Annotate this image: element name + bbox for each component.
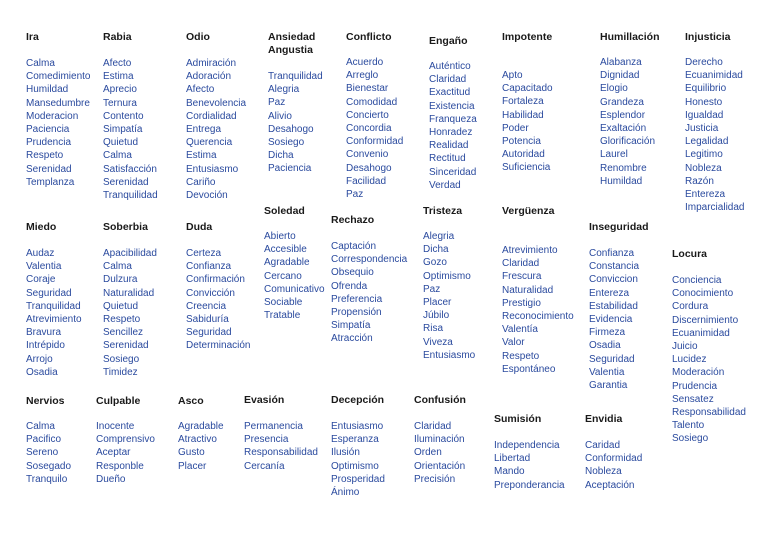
word-item: Devoción: [186, 190, 228, 202]
word-list: [178, 420, 224, 473]
word-list: [96, 420, 155, 486]
word-item: Osadia: [26, 366, 58, 378]
word-item: Honradez: [429, 127, 473, 139]
word-item: Humildad: [26, 84, 69, 96]
group-sumision: [494, 413, 565, 492]
word-item: Timidez: [103, 366, 138, 378]
word-list: [494, 439, 565, 492]
word-item: Permanencia: [244, 421, 303, 432]
word-item: Caridad: [585, 440, 621, 451]
word-item: Ternura: [103, 97, 137, 109]
group-title: Duda: [186, 221, 213, 233]
word-item: Esplendor: [600, 109, 646, 121]
word-item: Orientación: [414, 460, 466, 472]
word-item: Laurel: [600, 149, 628, 161]
word-item: Igualdad: [685, 109, 724, 121]
word-item: Risa: [423, 323, 444, 335]
group-title: Envidia: [585, 413, 623, 425]
word-item: Estabilidad: [589, 300, 638, 312]
word-item: Adoración: [186, 71, 232, 83]
word-item: Suficiencia: [502, 162, 551, 174]
word-item: Ánimo: [331, 487, 360, 499]
word-item: Propensión: [331, 307, 382, 319]
word-item: Naturalidad: [502, 284, 554, 296]
word-item: Capacitado: [502, 83, 553, 95]
word-item: Facilidad: [346, 175, 387, 187]
group-title: Confusión: [414, 394, 466, 406]
word-item: Alivio: [268, 110, 292, 122]
word-item: Desahogo: [346, 162, 392, 174]
word-item: Humildad: [600, 175, 643, 187]
word-item: Honesto: [685, 96, 723, 108]
group-duda: [186, 221, 250, 353]
word-item: Derecho: [685, 57, 723, 68]
group-title: Humillación: [600, 31, 660, 43]
word-item: Garantia: [589, 380, 628, 392]
group-injusticia: [685, 31, 744, 214]
word-item: Querencia: [186, 137, 233, 149]
word-item: Satisfacción: [103, 163, 157, 175]
word-item: Exactitud: [429, 87, 471, 99]
word-item: Afecto: [103, 58, 132, 69]
word-item: Autoridad: [502, 149, 545, 161]
word-item: Renombre: [600, 162, 647, 174]
word-item: Calma: [26, 58, 55, 69]
word-item: Sosiego: [103, 353, 140, 365]
word-item: Potencia: [502, 136, 541, 148]
word-item: Comunicativo: [264, 283, 325, 295]
group-ira: [26, 31, 90, 189]
word-item: Ecuanimidad: [685, 70, 743, 82]
group-title: Evasión: [244, 394, 285, 406]
word-item: Espontáneo: [502, 363, 556, 375]
word-item: Prudencia: [26, 137, 72, 149]
word-item: Júbilo: [423, 310, 450, 322]
word-item: Entusiasmo: [331, 421, 384, 432]
word-item: Prestigio: [502, 297, 541, 309]
word-item: Contento: [103, 110, 144, 122]
word-item: Independencia: [494, 440, 560, 451]
word-item: Moderación: [672, 367, 725, 379]
word-item: Alegria: [423, 231, 455, 242]
word-item: Entereza: [685, 189, 726, 201]
group-envidia: [585, 413, 642, 492]
word-item: Aprecio: [103, 84, 137, 96]
word-item: Alegria: [268, 84, 300, 96]
group-decepcion: [331, 394, 385, 499]
word-item: Talento: [672, 420, 705, 432]
word-item: Captación: [331, 241, 377, 252]
word-item: Mansedumbre: [26, 97, 90, 109]
word-item: Dicha: [423, 244, 449, 256]
group-rabia: [103, 31, 158, 202]
group-conflicto: [346, 31, 403, 201]
word-item: Prudencia: [672, 380, 718, 392]
word-list: [672, 274, 746, 446]
word-item: Cariño: [186, 176, 216, 188]
group-title: Ira: [26, 31, 39, 43]
word-item: Respeto: [103, 314, 141, 326]
word-list: [585, 439, 642, 492]
group-title: Rechazo: [331, 214, 375, 226]
group-rechazo: [331, 214, 407, 346]
word-item: Conciencia: [672, 275, 722, 286]
word-item: Pacifico: [26, 434, 62, 446]
word-item: Dueño: [96, 473, 126, 485]
group-title: Sumisión: [494, 413, 542, 425]
word-item: Calma: [26, 421, 55, 432]
word-item: Sociable: [264, 297, 303, 309]
word-item: Viveza: [423, 336, 453, 348]
word-item: Estima: [103, 71, 134, 83]
word-item: Reconocimiento: [502, 311, 574, 323]
word-item: Serenidad: [103, 176, 149, 188]
word-item: Abierto: [264, 231, 296, 242]
word-item: Benevolencia: [186, 97, 247, 109]
group-locura: [672, 248, 746, 446]
word-item: Razón: [685, 175, 714, 187]
word-item: Sosiego: [672, 433, 709, 445]
word-item: Auténtico: [429, 61, 471, 72]
word-item: Entusiasmo: [186, 163, 239, 175]
word-item: Valentía: [502, 324, 538, 336]
group-ansiedad-angustia: [268, 31, 323, 176]
word-item: Confianza: [186, 261, 232, 273]
word-item: Ilusión: [331, 447, 360, 459]
word-item: Optimismo: [331, 460, 379, 472]
word-list: [186, 57, 246, 202]
word-item: Estima: [186, 150, 217, 162]
word-list: [331, 420, 385, 499]
word-item: Correspondencia: [331, 254, 408, 266]
word-list: [685, 56, 744, 214]
group-odio: [186, 31, 246, 202]
word-list: [244, 420, 318, 473]
word-item: Sosiego: [268, 137, 305, 149]
group-humillacion: [600, 31, 660, 188]
word-item: Placer: [178, 460, 207, 472]
word-item: Calma: [103, 261, 132, 273]
word-item: Entereza: [589, 287, 630, 299]
group-verguenza: [502, 205, 574, 376]
word-item: Paz: [346, 189, 364, 201]
word-list: [346, 56, 403, 201]
word-item: Convenio: [346, 149, 389, 161]
word-item: Habilidad: [502, 109, 544, 121]
word-list: [414, 420, 466, 486]
word-item: Arrojo: [26, 353, 53, 365]
word-item: Tranquilidad: [26, 300, 81, 312]
word-item: Firmeza: [589, 327, 626, 339]
word-list: [103, 247, 157, 379]
group-nervios: [26, 395, 71, 486]
group-title: Nervios: [26, 395, 65, 407]
group-miedo: [26, 221, 82, 379]
word-item: Respeto: [26, 150, 64, 162]
word-item: Simpatía: [103, 124, 143, 136]
group-confusion: [414, 394, 466, 486]
word-item: Concierto: [346, 109, 389, 121]
word-item: Responble: [96, 460, 144, 472]
word-item: Aceptar: [96, 447, 131, 459]
word-item: Presencia: [244, 434, 289, 446]
word-item: Existencia: [429, 100, 475, 112]
group-title: Culpable: [96, 395, 141, 407]
word-item: Orden: [414, 447, 442, 459]
word-item: Atrevimiento: [26, 314, 82, 326]
word-item: Concordia: [346, 123, 392, 135]
word-item: Realidad: [429, 140, 469, 152]
word-item: Placer: [423, 297, 452, 309]
word-list: [26, 57, 90, 189]
word-item: Desahogo: [268, 123, 314, 135]
word-item: Intrépido: [26, 340, 65, 352]
word-item: Bravura: [26, 327, 62, 339]
word-item: Aceptación: [585, 479, 635, 491]
word-item: Comodidad: [346, 96, 398, 108]
group-inseguridad: [589, 221, 649, 392]
word-item: Admiración: [186, 58, 237, 69]
word-item: Naturalidad: [103, 287, 155, 299]
word-item: Iluminación: [414, 434, 465, 446]
group-title: Soledad: [264, 205, 305, 217]
word-item: Franqueza: [429, 113, 477, 125]
word-item: Cordialidad: [186, 110, 237, 122]
word-item: Discernimiento: [672, 314, 739, 326]
word-item: Preponderancia: [494, 479, 565, 491]
group-title: Locura: [672, 248, 708, 260]
group-impotente: [502, 31, 553, 175]
word-item: Mando: [494, 466, 525, 478]
word-item: Sinceridad: [429, 166, 477, 178]
word-item: Valentia: [26, 261, 62, 273]
word-item: Verdad: [429, 179, 461, 191]
word-item: Grandeza: [600, 96, 644, 108]
word-item: Tratable: [264, 310, 301, 322]
word-item: Atrevimiento: [502, 245, 558, 256]
word-item: Calma: [103, 150, 132, 162]
word-item: Legalidad: [685, 136, 729, 148]
word-item: Paz: [268, 97, 286, 109]
word-item: Templanza: [26, 176, 75, 188]
word-list: [103, 57, 158, 202]
word-item: Nobleza: [685, 162, 722, 174]
word-list: [502, 244, 574, 376]
word-item: Poder: [502, 122, 529, 134]
word-item: Exaltación: [600, 123, 647, 135]
word-item: Conformidad: [346, 136, 404, 148]
word-list: [26, 247, 82, 379]
word-item: Comedimiento: [26, 71, 91, 83]
word-item: Ecuanimidad: [672, 327, 730, 339]
word-item: Responsabilidad: [672, 407, 746, 419]
group-title: Asco: [178, 395, 204, 407]
word-list: [264, 230, 325, 322]
word-item: Claridad: [502, 258, 540, 270]
word-item: Ofrenda: [331, 280, 368, 292]
word-item: Inocente: [96, 421, 135, 432]
word-item: Paciencia: [26, 124, 70, 136]
word-item: Prosperidad: [331, 473, 385, 485]
group-title: Vergüenza: [502, 205, 555, 217]
group-title: Rabia: [103, 31, 132, 43]
word-item: Valor: [502, 337, 525, 349]
word-list: [502, 69, 553, 175]
word-item: Cercano: [264, 270, 302, 282]
word-item: Atracción: [331, 333, 373, 345]
word-list: [186, 247, 250, 353]
word-item: Atractivo: [178, 434, 217, 446]
word-item: Simpatía: [331, 320, 371, 332]
word-item: Cordura: [672, 301, 709, 313]
word-item: Libertad: [494, 453, 531, 465]
word-list: [26, 420, 71, 486]
word-item: Elogio: [600, 83, 628, 95]
group-title: Soberbia: [103, 221, 148, 233]
word-item: Serenidad: [103, 340, 149, 352]
word-item: Acuerdo: [346, 57, 384, 68]
group-title: Injusticia: [685, 31, 731, 43]
group-title: Miedo: [26, 221, 57, 233]
word-item: Paciencia: [268, 163, 312, 175]
word-item: Seguridad: [186, 327, 232, 339]
word-item: Equilibrio: [685, 83, 727, 95]
word-item: Legitimo: [685, 149, 723, 161]
group-soledad: [264, 205, 325, 322]
word-item: Afecto: [186, 84, 215, 96]
word-item: Moderacion: [26, 110, 79, 122]
group-title: Odio: [186, 31, 210, 43]
word-item: Sosegado: [26, 460, 72, 472]
word-item: Fortaleza: [502, 96, 544, 108]
word-item: Optimismo: [423, 270, 471, 282]
word-item: Juicio: [672, 341, 698, 353]
word-item: Bienestar: [346, 83, 389, 95]
word-item: Responsabilidad: [244, 447, 318, 459]
group-engano: [429, 35, 477, 192]
group-title: Decepción: [331, 394, 385, 406]
group-title: Impotente: [502, 31, 553, 43]
word-item: Tranquilidad: [103, 190, 158, 202]
word-list: [331, 240, 407, 346]
word-item: Quietud: [103, 300, 139, 312]
word-item: Imparcialidad: [685, 202, 745, 214]
word-item: Evidencia: [589, 314, 633, 326]
word-item: Entusiasmo: [423, 349, 476, 361]
word-item: Paz: [423, 283, 441, 295]
word-item: Alabanza: [600, 57, 642, 68]
word-item: Frescura: [502, 271, 542, 283]
word-item: Precisión: [414, 473, 456, 485]
word-item: Dicha: [268, 150, 294, 162]
group-title: Conflicto: [346, 31, 392, 43]
word-item: Claridad: [414, 421, 452, 432]
word-item: Osadia: [589, 340, 621, 352]
word-item: Seguridad: [589, 353, 635, 365]
word-item: Tranquilo: [26, 473, 68, 485]
word-item: Dignidad: [600, 70, 640, 82]
word-item: Valentia: [589, 366, 625, 378]
word-item: Conformidad: [585, 453, 643, 465]
word-item: Preferencia: [331, 293, 383, 305]
word-item: Esperanza: [331, 434, 379, 446]
word-item: Creencia: [186, 300, 227, 312]
word-item: Justicia: [685, 123, 719, 135]
word-item: Accesible: [264, 244, 307, 256]
word-item: Confirmación: [186, 274, 245, 286]
word-item: Quietud: [103, 137, 139, 149]
word-item: Arreglo: [346, 70, 379, 82]
group-culpable: [96, 395, 155, 486]
word-item: Gozo: [423, 257, 447, 269]
word-item: Respeto: [502, 350, 540, 362]
word-item: Confianza: [589, 248, 635, 259]
word-list: [600, 56, 660, 188]
group-title: Ansiedad Angustia: [268, 31, 316, 56]
group-asco: [178, 395, 224, 473]
word-item: Cercanía: [244, 460, 285, 472]
group-title: Inseguridad: [589, 221, 649, 233]
word-item: Lucidez: [672, 354, 707, 366]
group-title: Engaño: [429, 35, 468, 47]
word-item: Certeza: [186, 248, 222, 259]
word-item: Conviccion: [589, 274, 638, 286]
word-item: Gusto: [178, 447, 205, 459]
group-tristeza: [423, 205, 475, 362]
word-item: Entrega: [186, 124, 222, 136]
word-item: Constancia: [589, 261, 640, 273]
word-item: Conocimiento: [672, 288, 734, 300]
word-item: Nobleza: [585, 466, 622, 478]
word-item: Sereno: [26, 447, 59, 459]
word-item: Sensatez: [672, 393, 714, 405]
word-item: Convicción: [186, 287, 235, 299]
word-item: Agradable: [264, 257, 310, 269]
word-list: [429, 60, 477, 192]
word-item: Seguridad: [26, 287, 72, 299]
group-title: Tristeza: [423, 205, 463, 217]
word-item: Claridad: [429, 74, 467, 86]
word-item: Tranquilidad: [268, 71, 323, 82]
word-item: Glorificación: [600, 136, 656, 148]
word-list: [423, 230, 475, 362]
word-item: Coraje: [26, 274, 56, 286]
word-item: Comprensivo: [96, 434, 155, 446]
word-item: Serenidad: [26, 163, 72, 175]
word-item: Audaz: [26, 248, 55, 259]
group-evasion: [244, 394, 318, 473]
word-item: Dulzura: [103, 274, 138, 286]
word-item: Sabiduría: [186, 314, 229, 326]
word-item: Rectitud: [429, 153, 466, 165]
word-item: Agradable: [178, 421, 224, 432]
word-item: Apacibilidad: [103, 248, 157, 259]
word-item: Sencillez: [103, 327, 144, 339]
word-list: [589, 247, 649, 392]
word-item: Apto: [502, 70, 523, 81]
word-item: Determinación: [186, 340, 251, 352]
word-list: [268, 70, 323, 176]
group-soberbia: [103, 221, 157, 379]
word-item: Obsequio: [331, 267, 374, 279]
